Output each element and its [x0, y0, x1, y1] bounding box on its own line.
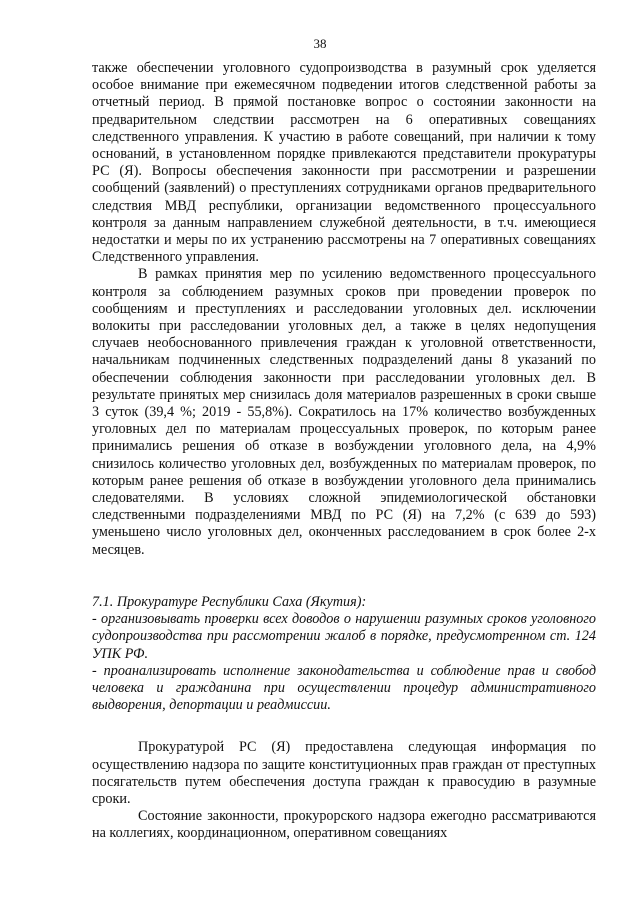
recommendation-heading: 7.1. Прокуратуре Республики Саха (Якутия):	[92, 593, 367, 610]
document-body	[92, 60, 596, 843]
section-gap	[92, 714, 596, 739]
paragraph-prosecutor-info: Прокуратурой РС (Я) предоставлена следующая информация по осуществлению надзора по защите конституционных прав граждан от преступных посягательств путем обеспечения доступа граждан к правосудию в разумные сроки.	[92, 739, 596, 807]
page-number: 38	[313, 36, 327, 51]
recommendation-item: - проанализировать исполнение законодательства и соблюдение прав и свобод человека и гражданина при осуществлении процедур административного выдворения, депортации и реадмиссии.	[92, 662, 596, 714]
recommendation-item: - организовывать проверки всех доводов о нарушении разумных сроков уголовного судопроизводства при рассмотрении жалоб в порядке, предусмотренном ст. 124 УПК РФ.	[92, 611, 596, 662]
section-gap	[92, 559, 596, 594]
paragraph-legality-state: Состояние законности, прокурорского надзора ежегодно рассматриваются на коллегиях, координационном, оперативном совещаниях	[92, 808, 596, 842]
paragraph-procedural-control: В рамках принятия мер по усилению ведомственного процессуального контроля за соблюдением разумных сроков при проведении проверок по сообщениям и преступлениях и расследовании уголовных дел. исключении волокиты при расследовании уголовных дел, а также в целях недопущения случаев необоснованного привлечения граждан к уголовной ответственности, начальникам подчиненных следственных подразделений даны 8 указаний по обеспечении соблюдения законности при расследовании уголовных дел. В результате принятых мер снизилась доля материалов разрешенных в сроки свыше 3 суток (39,4 %; 2019 - 55,8%). Сократилось на 17% количество возбужденных уголовных дел по материалам процессуальных проверок, по которым ранее принимались решения об отказе в возбуждении уголовного дела, на 4,9% снизилось количество уголовных дел, возбужденных по материалам проверок, по которым ранее решения об отказе в возбуждении уголовного дела принимались следователями. В условиях сложной эпидемиологической обстановки следственными подразделениями МВД по РС (Я) на 7,2% (с 639 до 593) уменьшено число уголовных дел, оконченных расследованием в срок более 2-х месяцев.	[92, 266, 596, 558]
paragraph-continuation: также обеспечении уголовного судопроизводства в разумный срок уделяется особое внимание при ежемесячном подведении итогов следственной работы за отчетный период. В прямой постановке вопрос о состоянии законности на предварительном следствии рассмотрен на 6 оперативных совещаниях следственного управления. К участию в работе совещаний, при наличии к тому оснований, в установленном порядке привлекаются представители прокуратуры РС (Я). Вопросы обеспечения законности при рассмотрении и разрешении сообщений (заявлений) о преступлениях сотрудниками органов предварительного следствия МВД республики, организации ведомственного процессуального контроля за данным направлением служебной деятельности, в т.ч. имеющиеся недостатки и меры по их устранению рассмотрены на 7 оперативных совещаниях Следственного управления.	[92, 60, 596, 266]
